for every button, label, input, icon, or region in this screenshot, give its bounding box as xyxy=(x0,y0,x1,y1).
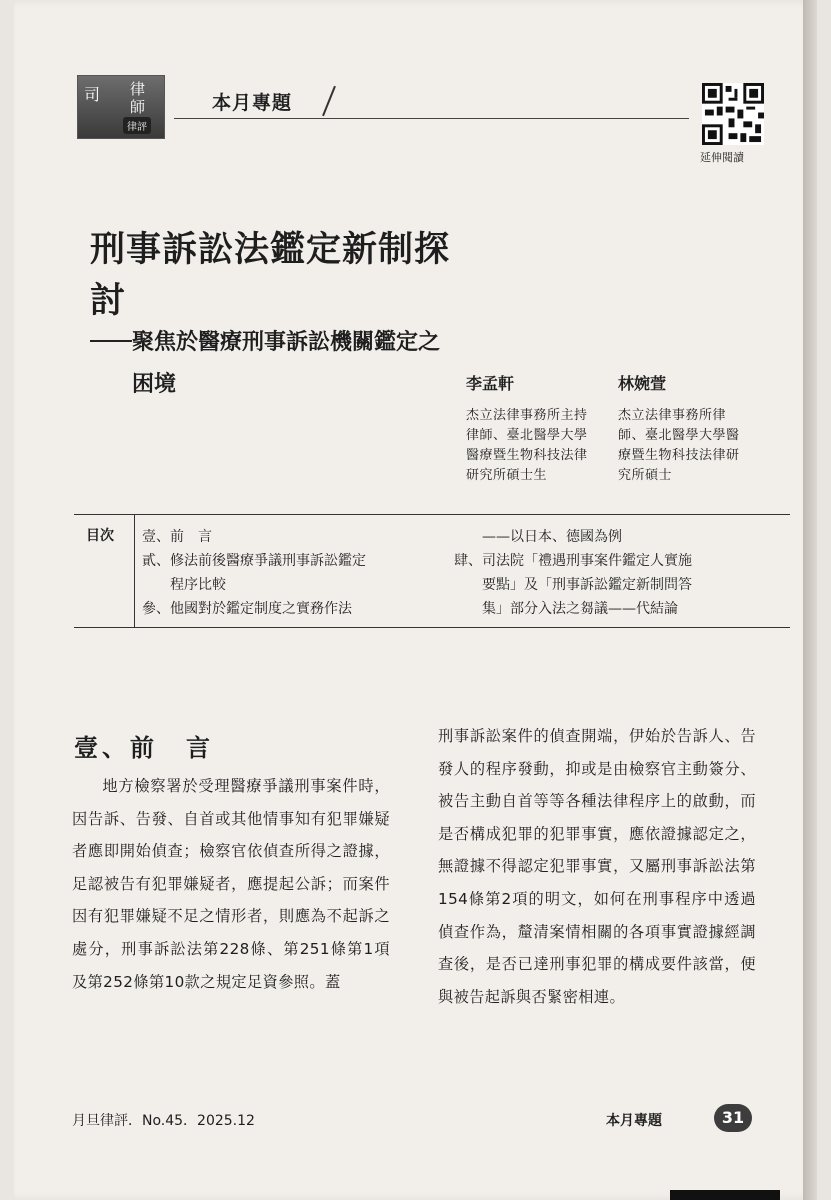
journal-logo xyxy=(77,75,165,139)
header-rule xyxy=(174,118,689,119)
page xyxy=(14,0,817,1200)
toc-item[interactable]: 貳、修法前後醫療爭議刑事訴訟鑑定 xyxy=(142,553,366,569)
toc-item[interactable]: 程序比較 xyxy=(142,577,226,593)
author-2 xyxy=(618,374,744,486)
toc-right-column xyxy=(454,525,692,621)
logo-badge: 律評 xyxy=(123,117,151,134)
article-subtitle: 聚焦於醫療刑事訴訟機關鑑定之困境 xyxy=(132,330,441,397)
toc-item[interactable]: 壹、前 言 xyxy=(142,529,212,545)
qr-caption: 延伸閱讀 xyxy=(700,151,744,164)
scan-artifact xyxy=(670,1190,780,1200)
author-name: 林婉萱 xyxy=(618,374,667,393)
toc-item[interactable]: 集」部分入法之芻議——代結論 xyxy=(454,601,678,617)
section-slash xyxy=(322,86,336,116)
toc-item[interactable]: 參、他國對於鑑定制度之實務作法 xyxy=(142,601,352,617)
toc-item[interactable]: 肆、司法院「禮遇刑事案件鑑定人實施 xyxy=(454,553,692,569)
page-edge xyxy=(803,0,817,1200)
page-number-badge: 31 xyxy=(714,1104,752,1132)
table-of-contents xyxy=(74,514,790,628)
toc-left-column xyxy=(142,525,366,621)
body-paragraph-right: 刑事訴訟案件的偵查開端，伊始於告訴人、告發人的程序發動，抑或是由檢察官主動簽分、被告主動自首等等各種法律程序上的啟動，而是否構成犯罪的犯罪事實，應依證據認定之，無證據不得認定犯罪事實，又屬刑事訴訟法第154條第2項的明文，如何在刑事程序中透過偵查作為，釐清案情相關的各項事實證據經調查後，是否已達刑事犯罪的構成要件該當，便與被告起訴與否緊密相連。 xyxy=(438,727,756,1006)
author-affiliation: 杰立法律事務所律師、臺北醫學大學醫療暨生物科技法律研究所碩士 xyxy=(618,408,740,483)
article-title: 刑事訴訟法鑑定新制探討 xyxy=(90,229,451,321)
toc-item[interactable]: ——以日本、德國為例 xyxy=(454,529,622,545)
author-name: 李孟軒 xyxy=(466,374,515,393)
logo-char-2: 律師 xyxy=(130,80,146,116)
author-affiliation: 杰立法律事務所主持律師、臺北醫學大學醫療暨生物科技法律研究所碩士生 xyxy=(466,408,588,483)
section-heading: 壹、前 言 xyxy=(74,733,214,762)
toc-divider xyxy=(134,515,135,627)
body-paragraph-left: 地方檢察署於受理醫療爭議刑事案件時，因告訴、告發、自首或其他情事知有犯罪嫌疑者應即開始偵查；檢察官依偵查所得之證據，足認被告有犯罪嫌疑者，應提起公訴；而案件因有犯罪嫌疑不足之情形者，則應為不起訴之處分，刑事訴訟法第228條、第251條第1項及第252條第10款之規定足資參照。蓋 xyxy=(72,777,390,991)
qr-code-icon[interactable] xyxy=(702,83,764,145)
footer-journal: 月旦律評．No.45．2025.12 xyxy=(72,1113,255,1129)
logo-char-1: 司 xyxy=(84,85,101,104)
section-label: 本月專題 xyxy=(212,92,293,114)
footer-section: 本月專題 xyxy=(606,1113,662,1129)
subtitle-dash xyxy=(90,340,132,342)
toc-label: 目次 xyxy=(86,528,114,544)
author-1 xyxy=(466,374,592,486)
toc-item[interactable]: 要點」及「刑事訴訟鑑定新制問答 xyxy=(454,577,692,593)
